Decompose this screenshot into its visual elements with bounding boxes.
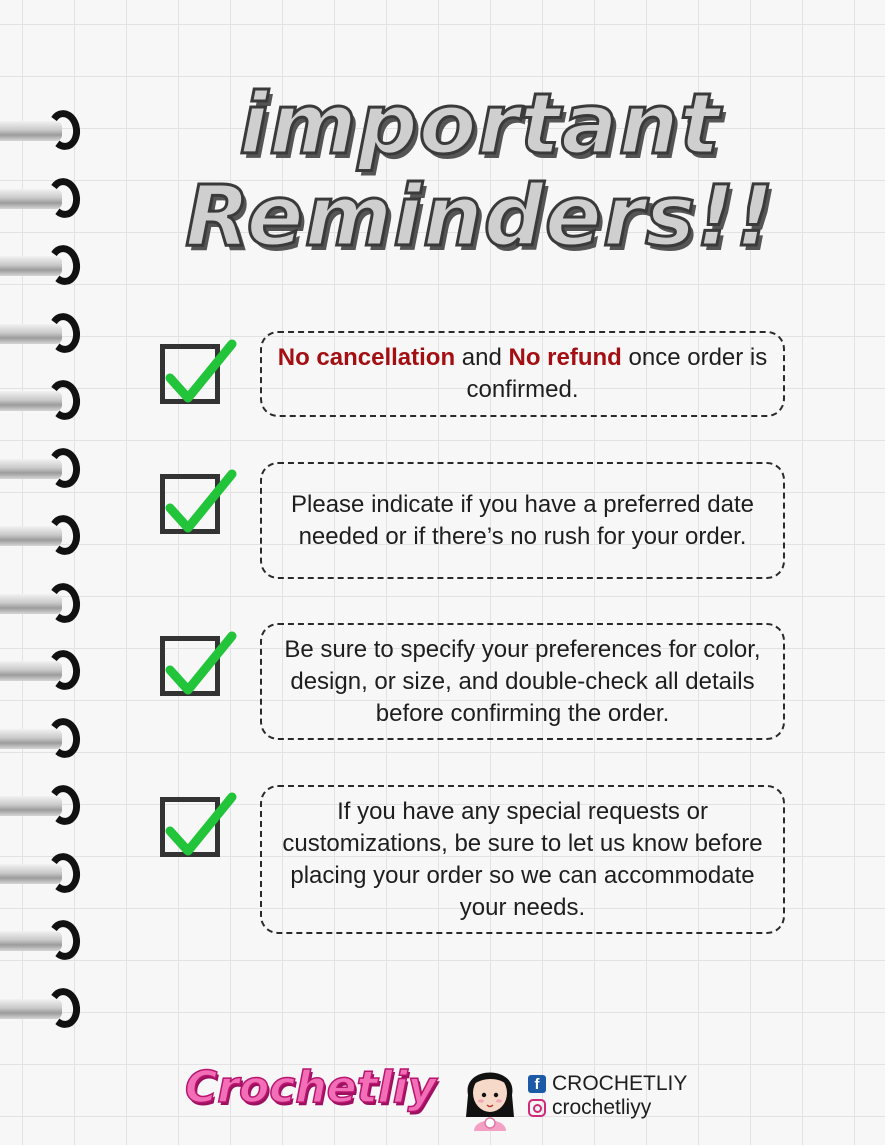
title-line-2: Reminders!! bbox=[185, 167, 775, 265]
spiral-ring bbox=[0, 245, 100, 289]
title-line-1: important bbox=[239, 75, 721, 173]
facebook-handle[interactable] bbox=[528, 1072, 687, 1096]
checkbox-icon bbox=[158, 791, 228, 861]
reminder-text: If you have any special requests or customizations, be sure to let us know before placing your order so we can accommodate your needs. bbox=[282, 797, 763, 921]
facebook-icon: f bbox=[528, 1075, 546, 1093]
instagram-icon bbox=[528, 1099, 546, 1117]
reminder-text-part: and bbox=[455, 344, 509, 371]
reminder-text-part: once order is confirmed. bbox=[466, 344, 768, 403]
instagram-name: crochetliyy bbox=[552, 1096, 652, 1119]
spiral-ring bbox=[0, 853, 100, 897]
social-handles bbox=[528, 1072, 687, 1120]
checkbox-icon bbox=[158, 468, 228, 538]
reminder-preferred-date bbox=[260, 462, 785, 579]
spiral-ring bbox=[0, 650, 100, 694]
no-cancellation-label: No cancellation bbox=[277, 344, 456, 371]
spiral-ring bbox=[0, 583, 100, 627]
reminder-text: Please indicate if you have a preferred date needed or if there’s no rush for your order. bbox=[291, 490, 754, 550]
spiral-ring bbox=[0, 178, 100, 222]
no-refund-label: No refund bbox=[508, 344, 622, 371]
spiral-ring bbox=[0, 988, 100, 1032]
spiral-ring bbox=[0, 448, 100, 492]
checkbox-icon bbox=[158, 338, 228, 408]
spiral-ring bbox=[0, 313, 100, 357]
spiral-ring bbox=[0, 380, 100, 424]
instagram-handle[interactable] bbox=[528, 1096, 687, 1120]
avatar-illustration bbox=[460, 1055, 520, 1131]
reminder-special-requests bbox=[260, 785, 785, 934]
reminder-no-cancellation bbox=[260, 331, 785, 417]
brand-logo: Crochetliy bbox=[185, 1062, 437, 1113]
checkbox-icon bbox=[158, 630, 228, 700]
spiral-ring bbox=[0, 515, 100, 559]
spiral-ring bbox=[0, 920, 100, 964]
reminder-preferences bbox=[260, 623, 785, 740]
reminder-text bbox=[268, 342, 777, 406]
spiral-ring bbox=[0, 718, 100, 762]
page-title bbox=[150, 75, 810, 265]
reminder-text: Be sure to specify your preferences for color, design, or size, and double-check all details before confirming the order. bbox=[284, 635, 761, 727]
spiral-ring bbox=[0, 110, 100, 154]
spiral-binding bbox=[0, 0, 100, 1145]
facebook-name: CROCHETLIY bbox=[552, 1072, 688, 1095]
spiral-ring bbox=[0, 785, 100, 829]
